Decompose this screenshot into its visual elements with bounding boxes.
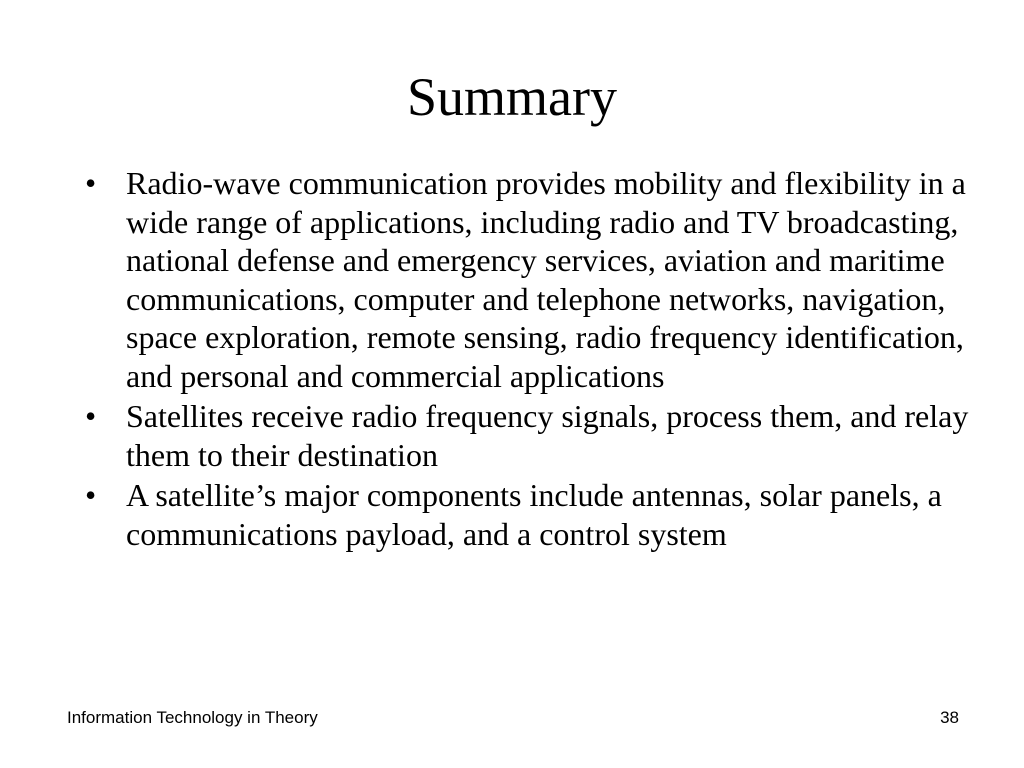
footer-course-title: Information Technology in Theory (67, 708, 318, 727)
footer-page-number: 38 (940, 708, 959, 727)
bullet-item (85, 164, 1000, 395)
bullet-text: Radio-wave communication provides mobility and flexibility in a wide range of applications, including radio and TV broadcasting, national defense and emergency services, aviation and maritime communications, computer and telephone networks, navigation, space exploration, remote sensing, radio frequency identification, and personal and commercial applications (126, 165, 966, 394)
bullet-item (85, 476, 1000, 553)
bullet-list (85, 164, 1000, 555)
bullet-text: Satellites receive radio frequency signals, process them, and relay them to their destination (126, 398, 969, 473)
bullet-icon: • (85, 165, 97, 201)
bullet-item (85, 397, 1000, 474)
bullet-icon: • (85, 477, 97, 513)
bullet-text: A satellite’s major components include antennas, solar panels, a communications payload, and a control system (126, 477, 942, 552)
slide-title: Summary (407, 67, 617, 127)
bullet-icon: • (85, 398, 97, 434)
